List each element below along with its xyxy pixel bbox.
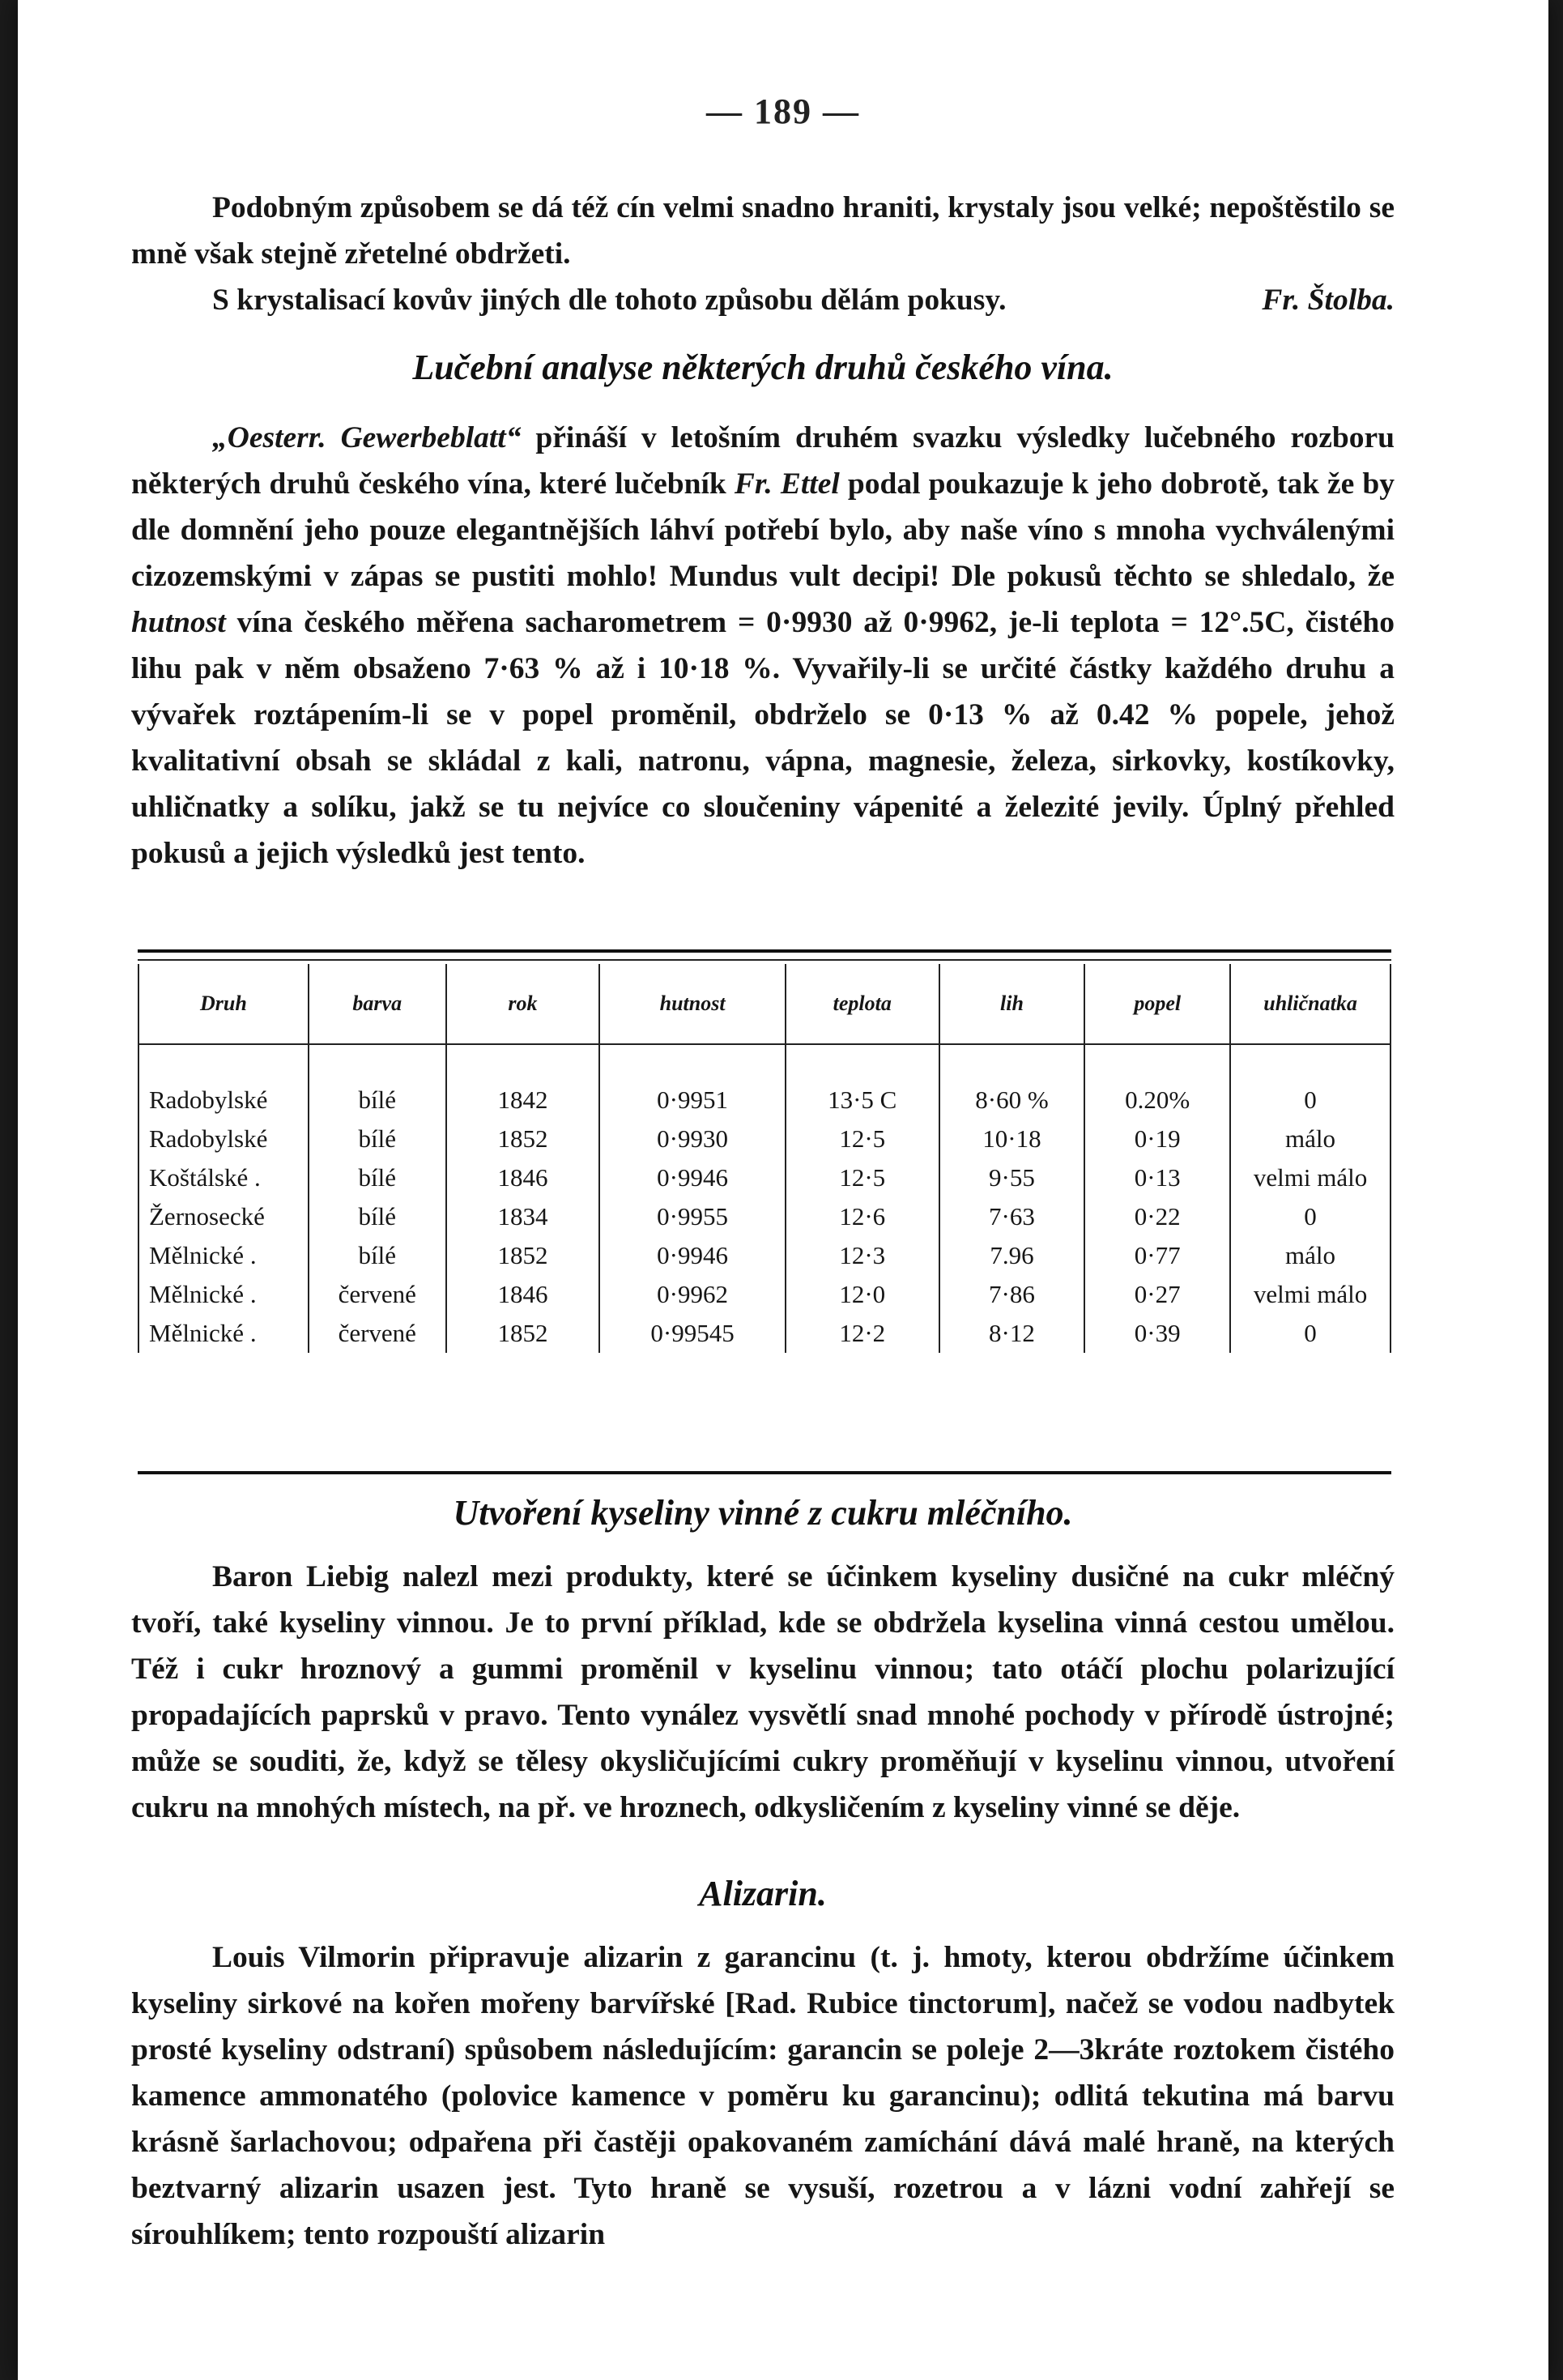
cell-uhlicnatka: málo — [1230, 1120, 1391, 1158]
cell-barva: bílé — [309, 1120, 446, 1158]
cell-barva: červené — [309, 1314, 446, 1353]
cell-popel: 0·39 — [1084, 1314, 1230, 1353]
cell-teplota: 13·5 C — [786, 1044, 939, 1120]
cell-rok: 1852 — [446, 1236, 600, 1275]
cell-barva: červené — [309, 1275, 446, 1314]
cell-lih: 9·55 — [939, 1158, 1085, 1197]
header-uhlicnatka: uhličnatka — [1230, 964, 1391, 1044]
results-table — [138, 964, 1391, 1353]
cell-hutnost: 0·9930 — [599, 1120, 786, 1158]
cell-teplota: 12·5 — [786, 1120, 939, 1158]
alizarin-paragraph: Louis Vilmorin připravuje alizarin z garancinu (t. j. hmoty, kterou obdržíme účinkem kyseliny sirkové na kořen mořeny barvířské [Rad. Rubice tinctorum], načež se vodou nadbytek prosté kyseliny odstraní) spůsobem následujícím: garancin se poleje 2—3kráte roztokem čistého kamence ammonatého (polovice kamence v poměru ku garancinu); odlitá tekutina má barvu krásně šarlachovou; odpařena při častěji opakovaném zamíchání dává malé hraně, na kterých beztvarný alizarin usazen jest. Tyto hraně se vysuší, rozetrou a v lázni vodní zahřejí se sírouhlíkem; tento rozpouští alizarin — [131, 1941, 1395, 2251]
wine-text-part-2: podal poukazuje k jeho dobrotě, tak že by dle domnění jeho pouze elegantnějších láhví potřebí bylo, aby naše víno s mnoha vychválenými cizozemskými v zápas se pustiti mohlo! Mundus vult decipi! Dle pokusů těchto se shledalo, že — [131, 467, 1395, 593]
cell-lih: 10·18 — [939, 1120, 1085, 1158]
header-lih: lih — [939, 964, 1085, 1044]
cell-popel: 0·27 — [1084, 1275, 1230, 1314]
intro-text — [131, 185, 1395, 323]
table-row — [138, 1120, 1391, 1158]
cell-teplota: 12·3 — [786, 1236, 939, 1275]
section-title-tartaric-acid: Utvoření kyseliny vinné z cukru mléčního. — [453, 1493, 1073, 1533]
table-header-row — [138, 964, 1391, 1044]
document-page — [18, 0, 1548, 2380]
cell-druh: Žernosecké — [138, 1197, 309, 1236]
cell-rok: 1852 — [446, 1314, 600, 1353]
cell-teplota: 12·5 — [786, 1158, 939, 1197]
intro-paragraph-1: Podobným způsobem se dá též cín velmi snadno hraniti, krystaly jsou velké; nepoštěstilo se mně však stejně zřetelné obdržeti. — [131, 191, 1395, 271]
cell-druh: Mělnické . — [138, 1275, 309, 1314]
source-journal: „Oesterr. Gewerbeblatt“ — [212, 421, 522, 454]
cell-popel: 0·22 — [1084, 1197, 1230, 1236]
cell-popel: 0·77 — [1084, 1236, 1230, 1275]
cell-druh: Mělnické . — [138, 1236, 309, 1275]
cell-uhlicnatka: velmi málo — [1230, 1275, 1391, 1314]
cell-uhlicnatka: 0 — [1230, 1314, 1391, 1353]
cell-popel: 0·13 — [1084, 1158, 1230, 1197]
cell-popel: 0.20% — [1084, 1044, 1230, 1120]
author-name: Fr. Ettel — [734, 467, 840, 501]
wine-analysis-paragraph — [131, 415, 1395, 877]
cell-rok: 1834 — [446, 1197, 600, 1236]
cell-hutnost: 0·9946 — [599, 1158, 786, 1197]
cell-lih: 7·86 — [939, 1275, 1085, 1314]
header-rok: rok — [446, 964, 600, 1044]
cell-uhlicnatka: 0 — [1230, 1197, 1391, 1236]
cell-barva: bílé — [309, 1158, 446, 1197]
table-row — [138, 1314, 1391, 1353]
page-number: — 189 — — [706, 92, 860, 131]
table-row — [138, 1275, 1391, 1314]
header-popel: popel — [1084, 964, 1230, 1044]
cell-druh: Mělnické . — [138, 1314, 309, 1353]
header-teplota: teplota — [786, 964, 939, 1044]
term-hutnost: hutnost — [131, 606, 226, 639]
cell-hutnost: 0·9955 — [599, 1197, 786, 1236]
signature: Fr. Štolba. — [1262, 284, 1395, 317]
section-title-alizarin: Alizarin. — [699, 1874, 827, 1913]
cell-teplota: 12·0 — [786, 1275, 939, 1314]
cell-druh: Radobylské — [138, 1044, 309, 1120]
cell-hutnost: 0·99545 — [599, 1314, 786, 1353]
cell-lih: 7·63 — [939, 1197, 1085, 1236]
cell-hutnost: 0·9962 — [599, 1275, 786, 1314]
cell-druh: Radobylské — [138, 1120, 309, 1158]
cell-barva: bílé — [309, 1197, 446, 1236]
section-title-wine-analysis: Lučební analyse některých druhů českého vína. — [412, 348, 1114, 387]
table-row — [138, 1236, 1391, 1275]
cell-uhlicnatka: málo — [1230, 1236, 1391, 1275]
wine-analysis-text — [131, 415, 1395, 877]
wine-text-part-1: přináší v letošním druhém svazku výsledky lučebného rozboru některých druhů českého vína, které lučebník — [131, 421, 1395, 501]
cell-teplota: 12·2 — [786, 1314, 939, 1353]
cell-uhlicnatka: velmi málo — [1230, 1158, 1391, 1197]
header-hutnost: hutnost — [599, 964, 786, 1044]
table-row — [138, 1197, 1391, 1236]
cell-lih: 7.96 — [939, 1236, 1085, 1275]
wine-text-part-3: vína českého měřena sacharometrem = 0·9930 až 0·9962, je-li teplota = 12°.5C, čistého lihu pak v něm obsaženo 7·63 % až i 10·18 %. Vyvařily-li se určité částky každého druhu a vývařek roztápením-li se v popel proměnil, obdrželo se 0·13 % až 0.42 % popele, jehož kvalitativní obsah se skládal z kali, natronu, vápna, magnesie, železa, sirkovky, kostíkovky, uhličnatky a solíku, jakž se tu nejvíce co sloučeniny vápenité a železité jevily. Úplný přehled pokusů a jejich výsledků jest tento. — [131, 606, 1395, 870]
tartaric-acid-paragraph: Baron Liebig nalezl mezi produkty, které se účinkem kyseliny dusičné na cukr mléčný tvoří, také kyseliny vinnou. Je to první příklad, kde se obdržela kyselina vinná cestou umělou. Též i cukr hroznový a gummi proměnil v kyselinu vinnou; tato otáčí plochu polarizující propadajících paprsků v pravo. Tento vynález vysvětlí snad mnohé pochody v přírodě ústrojné; může se souditi, že, když se tělesy okysličujícími cukry proměňují v kyselinu vinnou, utvoření cukru na mnohých místech, na př. ve hroznech, odkysličením z kyseliny vinné se děje. — [131, 1560, 1395, 1824]
intro-paragraph-2 — [131, 277, 1395, 323]
header-barva: barva — [309, 964, 446, 1044]
cell-uhlicnatka: 0 — [1230, 1044, 1391, 1120]
cell-lih: 8·12 — [939, 1314, 1085, 1353]
cell-druh: Koštálské . — [138, 1158, 309, 1197]
cell-teplota: 12·6 — [786, 1197, 939, 1236]
cell-rok: 1846 — [446, 1275, 600, 1314]
cell-rok: 1852 — [446, 1120, 600, 1158]
cell-barva: bílé — [309, 1044, 446, 1120]
cell-rok: 1846 — [446, 1158, 600, 1197]
cell-lih: 8·60 % — [939, 1044, 1085, 1120]
cell-rok: 1842 — [446, 1044, 600, 1120]
intro-paragraph-2-text: S krystalisací kovův jiných dle tohoto způsobu dělám pokusy. — [212, 284, 1007, 317]
header-druh: Druh — [138, 964, 309, 1044]
cell-hutnost: 0·9951 — [599, 1044, 786, 1120]
cell-hutnost: 0·9946 — [599, 1236, 786, 1275]
table-row — [138, 1158, 1391, 1197]
wine-results-table — [138, 949, 1391, 1474]
cell-popel: 0·19 — [1084, 1120, 1230, 1158]
table-row — [138, 1044, 1391, 1120]
alizarin-text — [131, 1934, 1395, 2258]
cell-barva: bílé — [309, 1236, 446, 1275]
tartaric-acid-text — [131, 1554, 1395, 1831]
